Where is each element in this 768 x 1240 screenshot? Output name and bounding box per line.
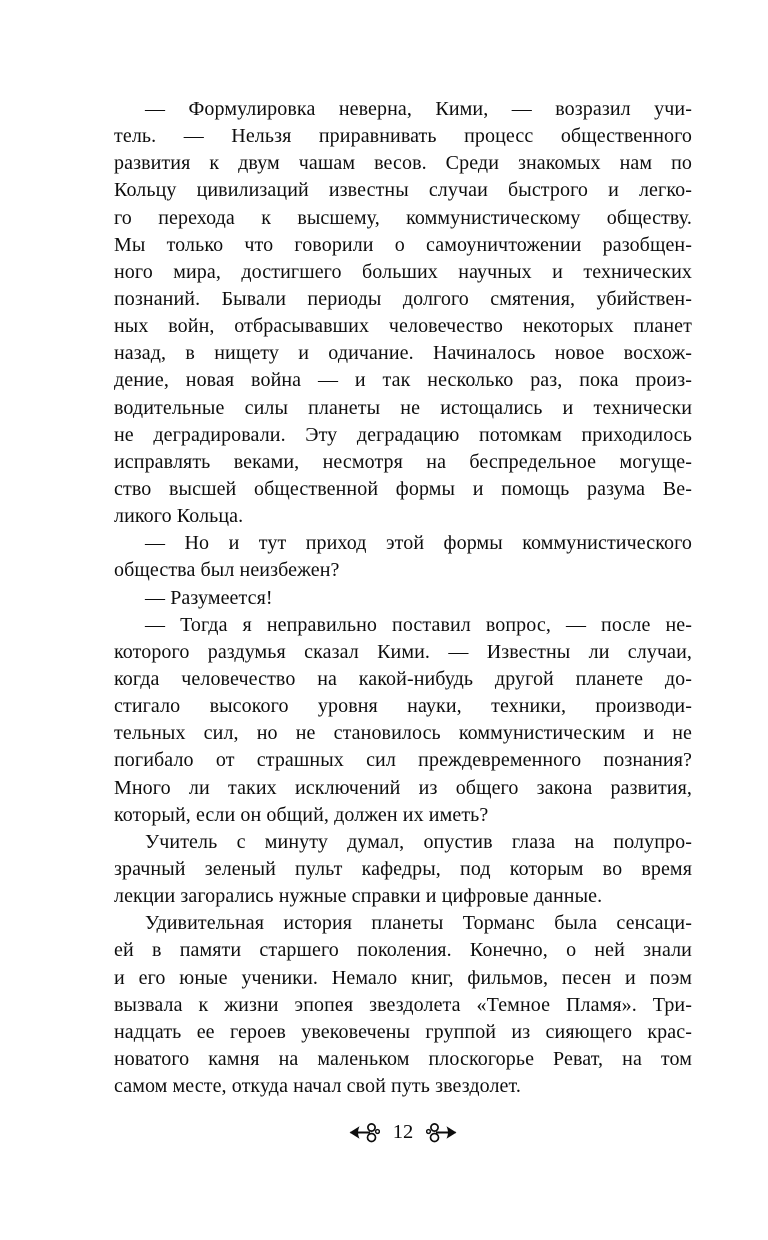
page-number: 12 <box>392 1121 414 1143</box>
text-line: общества был неизбежен? <box>114 559 340 582</box>
text-line: и его юные ученики. Немало книг, фильмов, песен и поэм <box>114 966 692 989</box>
text-line: стигало высокого уровня науки, техники, производи- <box>114 695 692 718</box>
text-line: зрачный зеленый пульт кафедры, под которым во время <box>114 857 692 880</box>
text-line: ликого Кольца. <box>114 505 244 528</box>
text-line: назад, в нищету и одичание. Начиналось новое восхож- <box>114 342 692 365</box>
text-line: познаний. Бывали периоды долгого смятения, убийствен- <box>114 287 692 310</box>
text-line: тельных сил, но не становилось коммунистическим и не <box>114 722 692 745</box>
text-line: водительные силы планеты не истощались и технически <box>114 396 692 419</box>
text-line: которого раздумья сказал Кими. — Известны ли случаи, <box>114 640 692 663</box>
text-line: го перехода к высшему, коммунистическому обществу. <box>114 206 692 229</box>
text-line: Много ли таких исключений из общего закона развития, <box>114 776 692 799</box>
text-line: — Разумеется! <box>145 586 273 609</box>
text-line: Удивительная история планеты Торманс была сенсаци- <box>145 912 692 935</box>
text-line: ного мира, достигшего больших научных и технических <box>114 260 692 283</box>
text-line: самом месте, откуда начал свой путь звездолет. <box>114 1075 521 1098</box>
text-line: ство высшей общественной формы и помощь разума Ве- <box>114 477 692 500</box>
text-line: исправлять веками, несмотря на беспредельное могуще- <box>114 450 692 473</box>
text-line: Мы только что говорили о самоуничтожении разобщен- <box>114 233 692 256</box>
text-line: — Тогда я неправильно поставил вопрос, — после не- <box>145 613 692 636</box>
text-line: новатого камня на маленьком плоскогорье Реват, на том <box>114 1047 692 1070</box>
fleuron-right-icon <box>426 1122 457 1143</box>
text-line: вызвала к жизни эпопея звездолета «Темное Пламя». Три- <box>114 993 692 1016</box>
text-line: — Но и тут приход этой формы коммунистического <box>145 532 692 555</box>
text-line: — Формулировка неверна, Кими, — возразил учи- <box>145 98 692 120</box>
text-line: погибало от страшных сил преждевременного познания? <box>114 749 692 772</box>
text-line: ей в памяти старшего поколения. Конечно, о ней знали <box>114 939 692 962</box>
text-line: Учитель с минуту думал, опустив глаза на полупро- <box>145 830 692 853</box>
text-line: дение, новая война — и так несколько раз, пока произ- <box>114 369 692 392</box>
body-text <box>114 96 692 1100</box>
fleuron-left-icon <box>349 1122 380 1143</box>
text-line: когда человечество на какой-нибудь другой планете до- <box>114 667 692 690</box>
page-footer <box>114 1118 692 1146</box>
text-line: надцать ее героев увековечены группой из сияющего крас- <box>114 1020 692 1043</box>
text-line: который, если он общий, должен их иметь? <box>114 803 489 826</box>
text-line: Кольцу цивилизаций известны случаи быстрого и легко- <box>114 179 692 202</box>
text-line: не деградировали. Эту деградацию потомкам приходилось <box>114 423 692 446</box>
text-line: лекции загорались нужные справки и цифровые данные. <box>114 885 603 908</box>
text-line: ных войн, отбрасывавших человечество некоторых планет <box>114 315 692 338</box>
text-line: развития к двум чашам весов. Среди знакомых нам по <box>114 152 692 175</box>
text-line: тель. — Нельзя приравнивать процесс общественного <box>114 125 692 148</box>
